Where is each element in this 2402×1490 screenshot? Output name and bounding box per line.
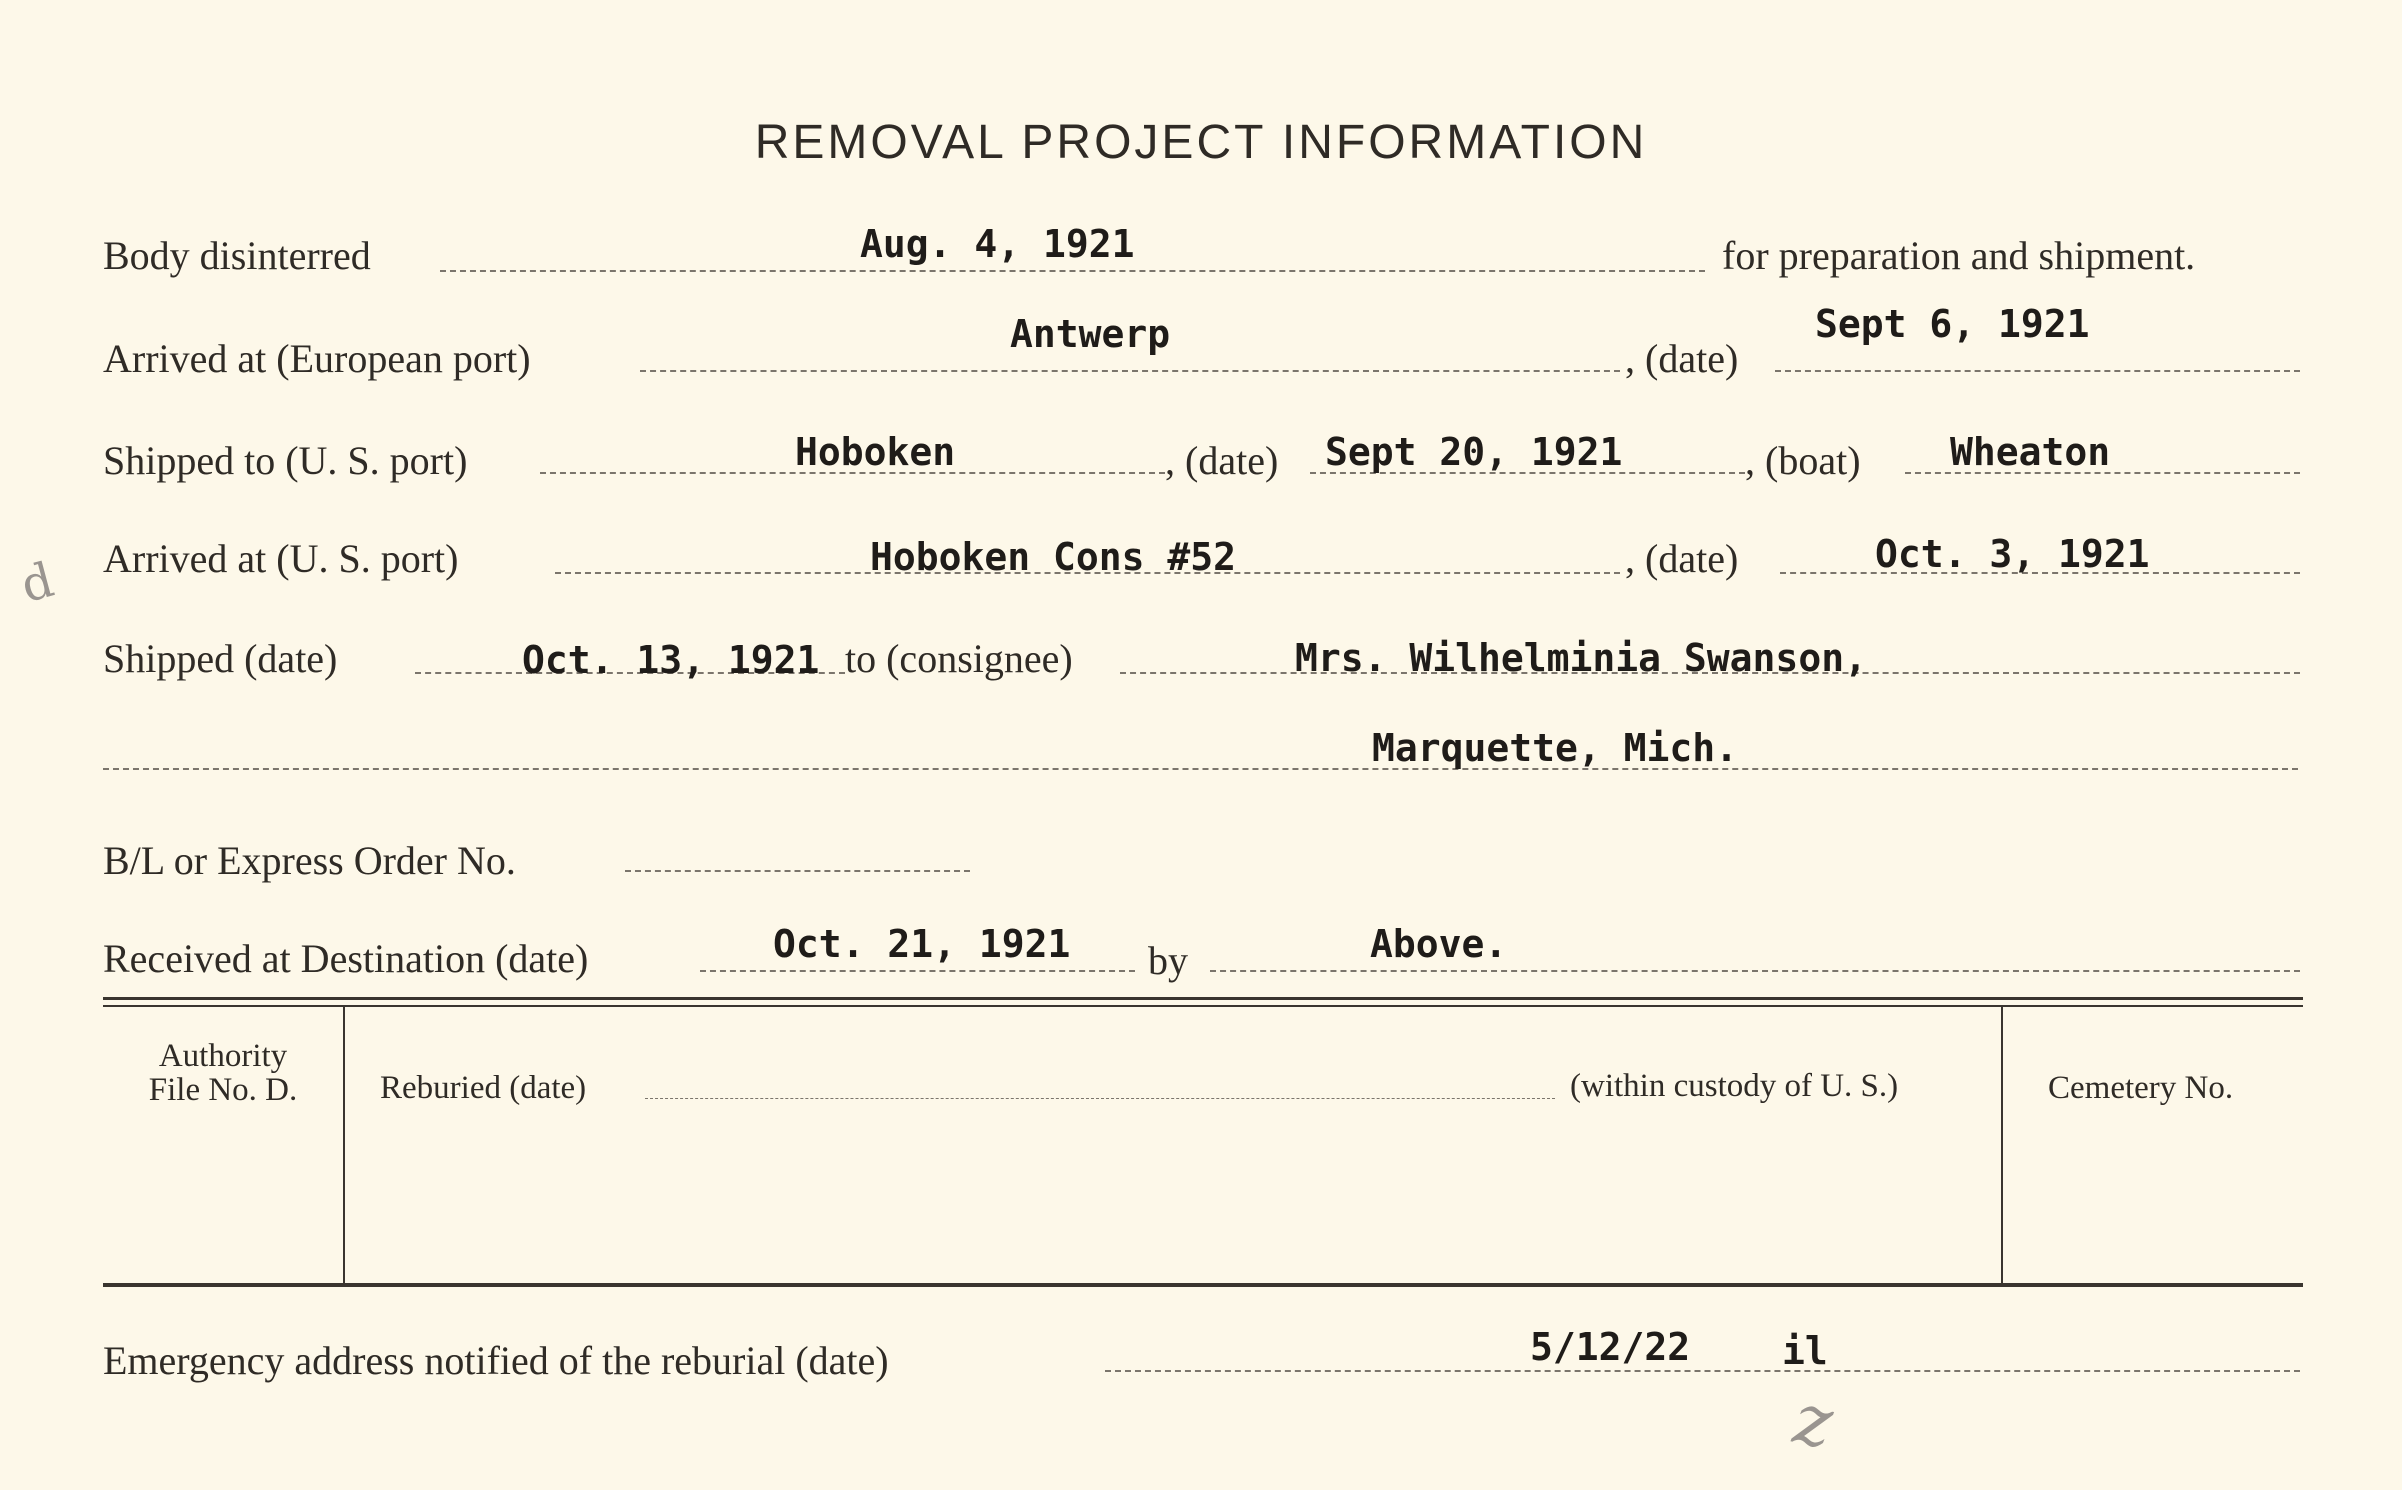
shipped-date-label: , (date) xyxy=(1165,438,1279,483)
received-date-line xyxy=(700,970,1135,972)
received-by-line xyxy=(1210,970,2300,972)
margin-handwritten-mark: d xyxy=(15,551,60,615)
table-divider-right xyxy=(2001,1007,2003,1283)
body-disinterred-label: Body disinterred xyxy=(103,233,371,278)
emergency-initials-value: il xyxy=(1782,1329,1828,1373)
page-title: REMOVAL PROJECT INFORMATION xyxy=(754,116,1648,169)
european-date-line xyxy=(1775,370,2300,372)
shipped-date-field-label: Shipped (date) xyxy=(103,636,338,681)
shipped-date-value: Oct. 13, 1921 xyxy=(522,638,820,682)
reburied-label: Reburied (date) xyxy=(380,1070,587,1106)
authority-label: Authority xyxy=(158,1038,288,1074)
shipped-to-port-value: Hoboken xyxy=(795,430,956,474)
consignee-name-value: Mrs. Wilhelminia Swanson, xyxy=(1295,636,1867,680)
table-divider-left xyxy=(343,1007,345,1283)
boat-value: Wheaton xyxy=(1950,430,2111,474)
bottom-handwritten-mark: z xyxy=(1788,1377,1839,1465)
for-preparation-label: for preparation and shipment. xyxy=(1722,233,2196,278)
us-arrival-date-value: Oct. 3, 1921 xyxy=(1875,532,2150,576)
received-label: Received at Destination (date) xyxy=(103,936,589,981)
reburied-line xyxy=(645,1098,1555,1099)
bottom-rule xyxy=(103,1283,2303,1287)
us-arrival-date-label: , (date) xyxy=(1625,536,1739,581)
received-date-value: Oct. 21, 1921 xyxy=(773,922,1071,966)
bl-order-line xyxy=(625,870,970,872)
european-port-line xyxy=(640,370,1620,372)
top-rule xyxy=(103,997,2303,1000)
by-label: by xyxy=(1148,938,1188,983)
european-port-value: Antwerp xyxy=(1010,312,1171,356)
top-rule-inner xyxy=(103,1005,2303,1007)
custody-label: (within custody of U. S.) xyxy=(1570,1068,1899,1104)
bl-order-label: B/L or Express Order No. xyxy=(103,838,516,883)
arrived-us-port-label: Arrived at (U. S. port) xyxy=(103,536,459,581)
disinterred-date-value: Aug. 4, 1921 xyxy=(860,222,1135,266)
european-arrival-date-value: Sept 6, 1921 xyxy=(1815,302,2090,346)
file-no-label: File No. D. xyxy=(148,1072,298,1108)
boat-label: , (boat) xyxy=(1745,438,1861,483)
cemetery-no-label: Cemetery No. xyxy=(2048,1070,2234,1106)
consignee-address-value: Marquette, Mich. xyxy=(1372,726,1739,770)
disinterred-line xyxy=(440,270,1705,272)
emergency-line xyxy=(1105,1370,2300,1372)
emergency-label: Emergency address notified of the reburial (date) xyxy=(103,1338,889,1383)
shipped-to-label: Shipped to (U. S. port) xyxy=(103,438,468,483)
european-date-label: , (date) xyxy=(1625,336,1739,381)
emergency-date-value: 5/12/22 xyxy=(1530,1325,1691,1369)
to-consignee-label: to (consignee) xyxy=(845,636,1073,681)
consignee-address-line xyxy=(103,768,2298,770)
received-by-value: Above. xyxy=(1370,922,1508,966)
arrived-european-port-label: Arrived at (European port) xyxy=(103,336,531,381)
us-port-arrived-value: Hoboken Cons #52 xyxy=(870,535,1237,579)
shipped-to-date-value: Sept 20, 1921 xyxy=(1325,430,1623,474)
